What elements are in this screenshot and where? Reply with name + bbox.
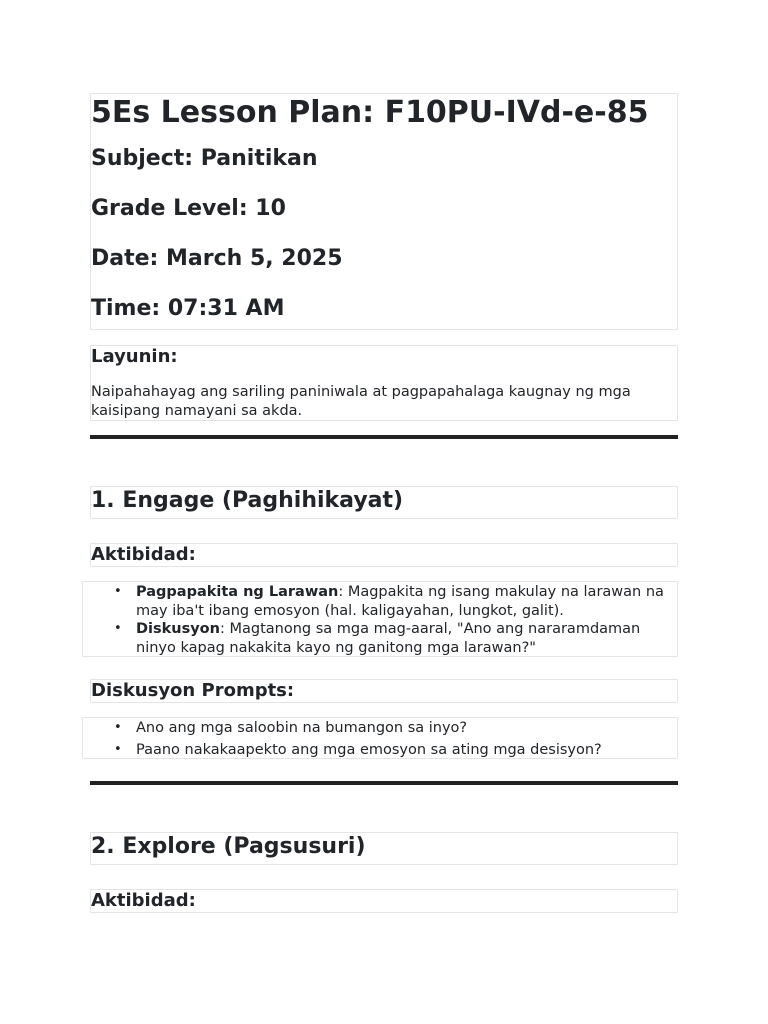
engage-activity-list-box: [82, 581, 678, 657]
subject-line: Subject: Panitikan: [91, 146, 318, 171]
prompts-list: [83, 719, 679, 759]
lesson-header: [90, 93, 678, 330]
explore-section-heading-box: [90, 832, 678, 865]
engage-activity-heading: Aktibidad:: [91, 544, 196, 565]
engage-activity-list: [83, 583, 679, 657]
section-divider: [90, 781, 678, 785]
activity-text: : Magpakita ng isang makulay na larawan na may iba't ibang emosyon (hal. kaligayahan, lungkot, galit).: [136, 584, 664, 619]
prompts-heading: Diskusyon Prompts:: [91, 680, 295, 701]
objective-text: Naipahahayag ang sariling paniniwala at pagpapahalaga kaugnay ng mga kaisipang namayani sa akda.: [91, 384, 631, 419]
explore-heading: 2. Explore (Pagsusuri): [91, 834, 366, 859]
activity-text: : Magtanong sa mga mag-aaral, "Ano ang nararamdaman ninyo kapag nakakita kayo ng ganitong mga larawan?": [136, 621, 641, 656]
engage-activity-heading-box: [90, 543, 678, 567]
date-line: Date: March 5, 2025: [91, 246, 343, 271]
list-item: [136, 620, 679, 657]
list-item: • Paano nakakaapekto ang mga emosyon sa ating mga desisyon?: [136, 741, 679, 760]
activity-label: Pagpapakita ng Larawan: [136, 584, 339, 600]
explore-activity-heading: Aktibidad:: [91, 890, 196, 911]
objective-heading: Layunin:: [91, 346, 178, 367]
prompts-heading-box: [90, 679, 678, 703]
objective-section: [90, 345, 678, 421]
list-item: • Ano ang mga saloobin na bumangon sa inyo?: [136, 719, 679, 738]
page-title: 5Es Lesson Plan: F10PU-IVd-e-85: [91, 95, 649, 130]
grade-level-line: Grade Level: 10: [91, 196, 286, 221]
list-item: [136, 583, 679, 620]
engage-heading: 1. Engage (Paghihikayat): [91, 488, 404, 513]
explore-activity-heading-box: [90, 889, 678, 913]
engage-section-heading-box: [90, 486, 678, 519]
activity-label: Diskusyon: [136, 621, 220, 637]
time-line: Time: 07:31 AM: [91, 296, 285, 321]
prompts-list-box: [82, 717, 678, 759]
section-divider: [90, 435, 678, 439]
